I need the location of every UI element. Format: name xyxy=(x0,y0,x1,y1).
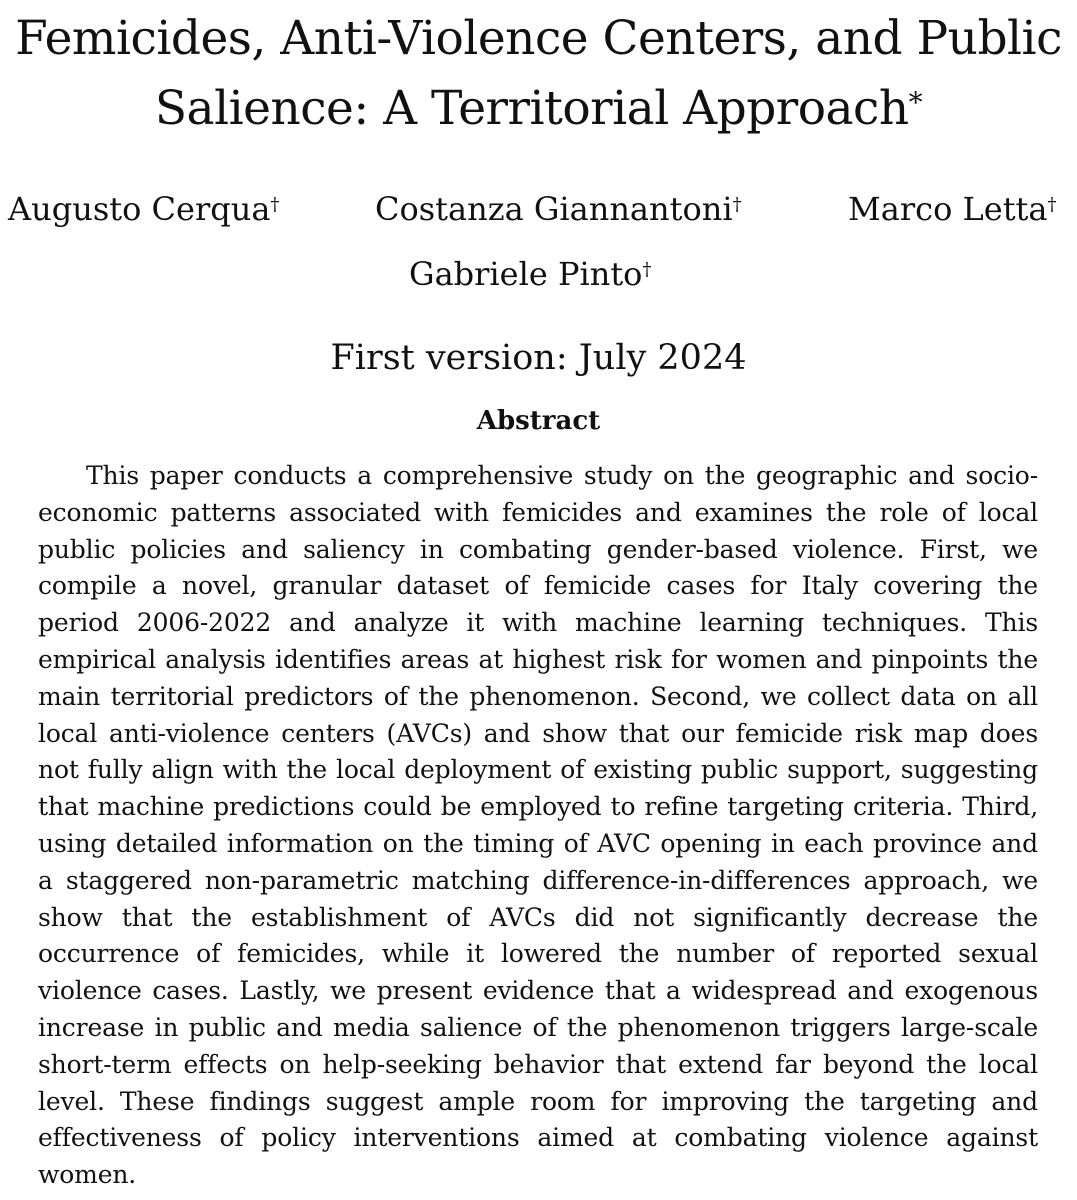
author-1 xyxy=(8,190,279,228)
title-footnote-marker: * xyxy=(908,86,923,119)
author-affiliation-marker: † xyxy=(732,194,742,215)
version-date: First version: July 2024 xyxy=(330,338,747,378)
abstract-text: This paper conducts a comprehensive study on the geographic and socio-economic patterns associated with femicides and examines the role of local public policies and saliency in combating gender-based violence. First, we compile a novel, granular dataset of femicide cases for Italy covering the period 2006-2022 and analyze it with machine learning techniques. This empirical analysis identifies areas at highest risk for women and pinpoints the main territorial predictors of the phenomenon. Second, we collect data on all local anti-violence centers (AVCs) and show that our femicide risk map does not fully align with the local deployment of existing public support, suggesting that machine predictions could be employed to refine targeting criteria. Third, using detailed information on the timing of AVC opening in each province and a staggered non-parametric matching difference-in-differences approach, we show that the establishment of AVCs did not significantly decrease the occurrence of femicides, while it lowered the number of reported sexual violence cases. Lastly, we present evidence that a widespread and exogenous increase in public and media salience of the phenomenon triggers large-scale short-term effects on help-seeking behavior that extend far beyond the local level. These findings suggest ample room for improving the targeting and effectiveness of policy interventions aimed at combating violence against women. xyxy=(38,461,1038,1190)
author-affiliation-marker: † xyxy=(270,194,280,215)
author-2 xyxy=(375,190,742,228)
author-name: Costanza Giannantoni xyxy=(375,190,733,228)
author-affiliation-marker: † xyxy=(642,259,652,280)
author-3 xyxy=(848,190,1056,228)
author-name: Gabriele Pinto xyxy=(409,255,643,293)
author-name: Augusto Cerqua xyxy=(8,190,271,228)
paper-title-text: Femicides, Anti-Violence Centers, and Public Salience: A Territorial Approach xyxy=(15,11,1062,136)
paper-title xyxy=(0,4,1077,150)
abstract-heading: Abstract xyxy=(476,406,601,436)
author-4 xyxy=(409,255,651,293)
author-name: Marco Letta xyxy=(848,190,1048,228)
author-affiliation-marker: † xyxy=(1047,194,1057,215)
